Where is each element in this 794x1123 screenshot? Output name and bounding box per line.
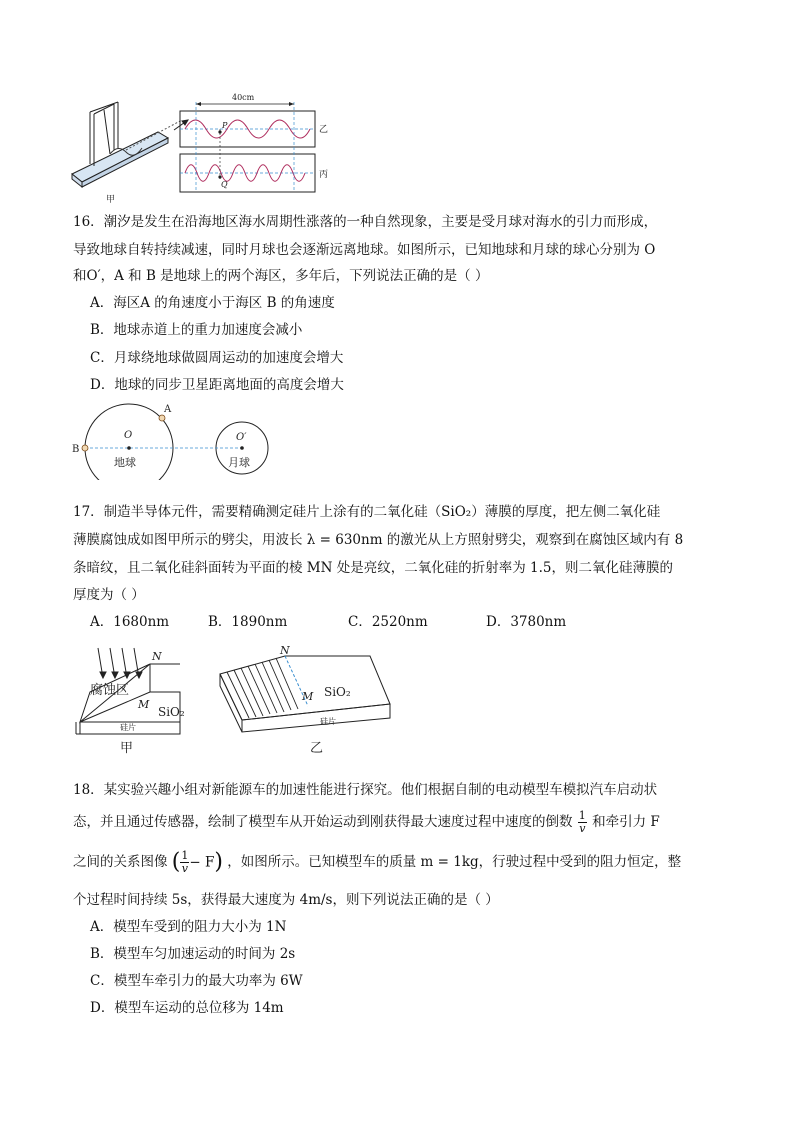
label-moon: 月球 bbox=[228, 456, 250, 469]
label-o-prime: O′ bbox=[236, 432, 247, 443]
label-jia-fig: 甲 bbox=[120, 741, 134, 756]
q17-option-b[interactable]: B．1890nm bbox=[208, 614, 288, 630]
q18-option-c[interactable]: C．模型车牵引力的最大功率为 6W bbox=[90, 973, 303, 989]
q16-option-c[interactable]: C．月球绕地球做圆周运动的加速度会增大 bbox=[90, 350, 344, 366]
q17-line-4: 厚度为（ ） bbox=[73, 587, 145, 603]
q17-option-c[interactable]: C．2520nm bbox=[348, 614, 428, 630]
fraction-denominator: v bbox=[579, 822, 586, 835]
label-m-yi: M bbox=[302, 690, 314, 703]
label-jia: 甲 bbox=[106, 195, 116, 205]
label-m-jia: M bbox=[138, 698, 150, 711]
label-earth: 地球 bbox=[114, 456, 136, 469]
fraction-numerator: 1 bbox=[578, 809, 586, 822]
earth-moon-diagram bbox=[70, 400, 270, 480]
q16-line-1: 16．潮汐是发生在沿海地区海水周期性涨落的一种自然现象，主要是受月球对海水的引力而形成， bbox=[73, 214, 658, 230]
label-bing: 丙 bbox=[319, 170, 329, 180]
q16-option-d[interactable]: D．地球的同步卫星距离地面的高度会增大 bbox=[90, 377, 344, 393]
q18-line-3-text: 之间的关系图像 bbox=[73, 854, 168, 870]
label-wafer-jia: 硅片 bbox=[120, 723, 136, 732]
dimension-label: 40cm bbox=[232, 93, 255, 102]
figure-wave-apparatus bbox=[70, 92, 340, 207]
q18-line-2 bbox=[73, 810, 660, 835]
q18-line-4: 个过程时间持续 5s，获得最大速度为 4m/s，则下列说法正确的是（ ） bbox=[73, 892, 499, 908]
paren-expression: ( $\frac{1}{v}$ − F) bbox=[171, 849, 223, 875]
paren-tail: − F bbox=[189, 854, 215, 871]
apparatus-drawing bbox=[72, 102, 188, 187]
q18-line-3 bbox=[73, 850, 681, 875]
label-corroded: 腐蚀区 bbox=[90, 683, 130, 698]
paren-numerator: 1 bbox=[181, 849, 189, 862]
q16-option-b[interactable]: B．地球赤道上的重力加速度会减小 bbox=[90, 322, 303, 338]
q18-option-b[interactable]: B．模型车匀加速运动的时间为 2s bbox=[90, 946, 296, 962]
q16-line-3: 和O′，A 和 B 是地球上的两个海区，多年后，下列说法正确的是（ ） bbox=[73, 268, 489, 284]
label-yi-fig: 乙 bbox=[310, 741, 324, 756]
label-n-jia: N bbox=[152, 650, 162, 663]
sio2-wedge-diagram bbox=[70, 642, 400, 757]
label-n-yi: N bbox=[280, 644, 290, 657]
paren-denominator: v bbox=[181, 862, 188, 875]
laser-arrows bbox=[98, 648, 142, 678]
figure-earth-moon bbox=[70, 400, 270, 480]
q18-line-3-tail: ，如图所示。已知模型车的质量 m = 1kg，行驶过程中受到的阻力恒定，整 bbox=[227, 854, 682, 870]
point-q: Q bbox=[221, 180, 228, 189]
wave-diagram bbox=[70, 92, 340, 207]
label-o: O bbox=[124, 430, 133, 441]
q16-option-a[interactable]: A．海区A 的角速度小于海区 B 的角速度 bbox=[90, 295, 335, 311]
label-wafer-yi: 硅片 bbox=[320, 717, 336, 726]
q17-line-2: 薄膜腐蚀成如图甲所示的劈尖，用波长 λ = 630nm 的激光从上方照射劈尖，观察到在腐蚀区域内有 8 bbox=[73, 532, 684, 548]
q18-line-2-text: 态，并且通过传感器，绘制了模型车从开始运动到刚获得最大速度过程中速度的倒数 bbox=[73, 814, 573, 830]
label-sio2-jia: SiO₂ bbox=[158, 705, 185, 719]
point-p: P bbox=[222, 121, 228, 130]
fringe-lines bbox=[227, 658, 298, 718]
fraction-one-over-v bbox=[578, 810, 587, 835]
label-b: B bbox=[72, 444, 80, 455]
q18-line-1: 18．某实验兴趣小组对新能源车的加速性能进行探究。他们根据自制的电动模型车模拟汽车启动状 bbox=[73, 782, 658, 798]
q17-line-3: 条暗纹，且二氧化硅斜面转为平面的棱 MN 处是亮纹，二氧化硅的折射率为 1.5，则二氧化硅薄膜的 bbox=[73, 560, 673, 576]
q18-option-a[interactable]: A．模型车受到的阻力大小为 1N bbox=[90, 919, 287, 935]
point-a bbox=[159, 415, 165, 421]
q17-option-d[interactable]: D．3780nm bbox=[486, 614, 567, 630]
label-sio2-yi: SiO₂ bbox=[324, 685, 351, 699]
point-b bbox=[82, 445, 88, 451]
q17-option-a[interactable]: A．1680nm bbox=[90, 614, 170, 630]
q17-line-1: 17．制造半导体元件，需要精确测定硅片上涂有的二氧化硅（SiO₂）薄膜的厚度，把左侧二氧化硅 bbox=[73, 504, 661, 520]
q16-line-2: 导致地球自转持续减速，同时月球也会逐渐远离地球。如图所示，已知地球和月球的球心分别为 O bbox=[73, 242, 656, 258]
figure-sio2-wedge bbox=[70, 642, 400, 757]
label-a: A bbox=[164, 404, 172, 415]
q18-option-d[interactable]: D．模型车运动的总位移为 14m bbox=[90, 1000, 284, 1016]
q18-line-2-tail: 和牵引力 F bbox=[592, 814, 660, 830]
label-yi: 乙 bbox=[319, 125, 329, 135]
